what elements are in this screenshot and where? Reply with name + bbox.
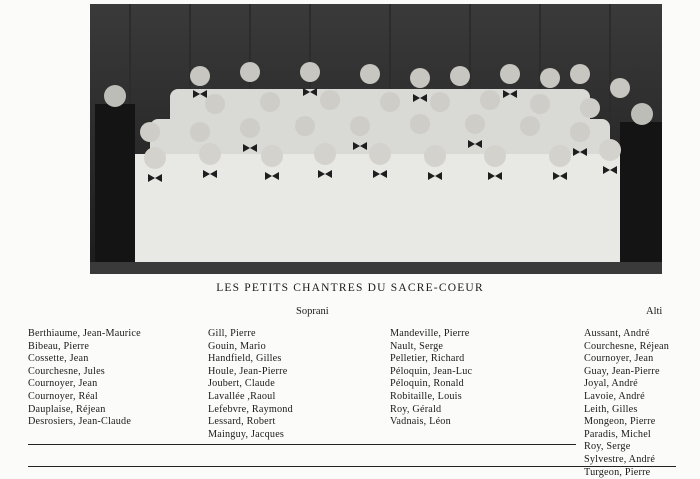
- member-name: Cournoyer, Réal: [28, 390, 98, 402]
- photo-caption: LES PETITS CHANTRES DU SACRE-COEUR: [216, 282, 484, 294]
- member-name: Courchesne, Réjean: [584, 340, 670, 352]
- member-name: Roy, Gérald: [390, 403, 442, 415]
- member-name: Mongeon, Pierre: [584, 416, 656, 428]
- divider-rule: [28, 444, 576, 445]
- choir-photograph: [90, 4, 662, 274]
- member-name: Sylvestre, André: [584, 453, 656, 465]
- member-name: Dauplaise, Réjean: [28, 403, 106, 415]
- member-name: Nault, Serge: [390, 340, 444, 352]
- member-name: Péloquin, Ronald: [390, 378, 464, 390]
- member-name: Gouin, Mario: [208, 340, 266, 352]
- member-name: Mainguy, Jacques: [208, 428, 285, 440]
- member-name: Robitaille, Louis: [390, 390, 462, 402]
- member-name: Leith, Gilles: [584, 403, 638, 415]
- member-name: Lavoie, André: [584, 390, 645, 402]
- member-name: Paradis, Michel: [584, 428, 651, 440]
- member-name: Aussant, André: [584, 328, 650, 339]
- member-name: Joubert, Claude: [208, 378, 275, 390]
- member-name: Cournoyer, Jean: [28, 378, 98, 390]
- member-name: Guay, Jean-Pierre: [584, 365, 660, 377]
- member-name: Berthiaume, Jean-Maurice: [28, 328, 141, 339]
- soprani-column-3: [390, 328, 472, 429]
- soprani-column-1: [28, 328, 141, 429]
- member-name: Mandeville, Pierre: [390, 328, 470, 339]
- member-name: Pelletier, Richard: [390, 353, 465, 365]
- member-name: Lessard, Robert: [208, 416, 276, 428]
- soprani-column-2: [208, 328, 293, 441]
- member-name: Houle, Jean-Pierre: [208, 365, 288, 377]
- member-name: Péloquin, Jean-Luc: [390, 365, 473, 377]
- section-soprani-heading: Soprani: [296, 306, 329, 317]
- alti-column: [584, 328, 669, 479]
- member-name: Turgeon, Pierre: [584, 466, 651, 478]
- member-name: Desrosiers, Jean-Claude: [28, 416, 132, 428]
- member-name: Lefebvre, Raymond: [208, 403, 293, 415]
- member-name: Courchesne, Jules: [28, 365, 105, 377]
- member-name: Vadnais, Léon: [390, 416, 451, 428]
- choir-photo-image: [90, 4, 662, 274]
- member-name: Handfield, Gilles: [208, 353, 282, 365]
- member-name: Bibeau, Pierre: [28, 340, 90, 352]
- member-name: Joyal, André: [584, 378, 638, 390]
- bottom-rule: [28, 466, 676, 467]
- member-name: Gill, Pierre: [208, 328, 256, 339]
- member-name: Lavallée ,Raoul: [208, 390, 276, 402]
- member-name: Roy, Serge: [584, 441, 631, 453]
- member-name: Cossette, Jean: [28, 353, 89, 365]
- section-alti-heading: Alti: [646, 306, 663, 317]
- member-name: Cournoyer, Jean: [584, 353, 654, 365]
